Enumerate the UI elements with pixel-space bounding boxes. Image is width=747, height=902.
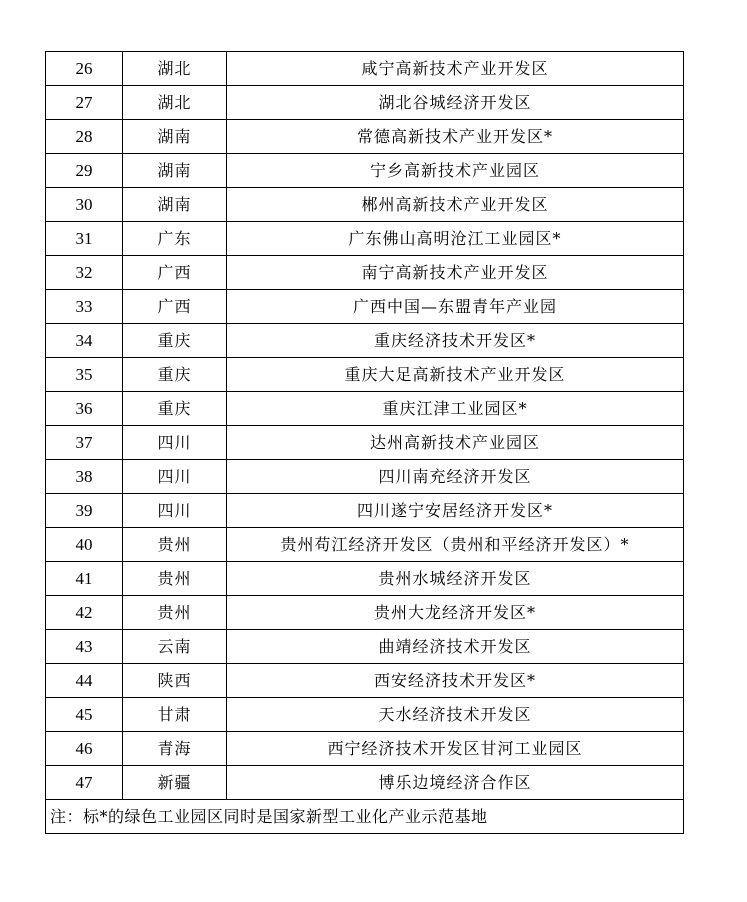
park-name-cell: 西宁经济技术开发区甘河工业园区 <box>227 732 684 766</box>
province-cell: 湖南 <box>123 120 227 154</box>
table-row <box>46 630 684 664</box>
row-number: 42 <box>46 596 123 630</box>
park-name-cell: 咸宁高新技术产业开发区 <box>227 52 684 86</box>
table-row <box>46 426 684 460</box>
province-cell: 湖北 <box>123 52 227 86</box>
table-row <box>46 698 684 732</box>
province-cell: 新疆 <box>123 766 227 800</box>
province-cell: 广东 <box>123 222 227 256</box>
park-name-cell: 湖北谷城经济开发区 <box>227 86 684 120</box>
row-number: 28 <box>46 120 123 154</box>
park-name-cell: 四川遂宁安居经济开发区* <box>227 494 684 528</box>
table-row <box>46 290 684 324</box>
row-number: 47 <box>46 766 123 800</box>
row-number: 33 <box>46 290 123 324</box>
table-row <box>46 52 684 86</box>
row-number: 27 <box>46 86 123 120</box>
table-row <box>46 222 684 256</box>
table-row <box>46 358 684 392</box>
province-cell: 陕西 <box>123 664 227 698</box>
table-row <box>46 766 684 800</box>
row-number: 45 <box>46 698 123 732</box>
table-note: 注：标*的绿色工业园区同时是国家新型工业化产业示范基地 <box>46 800 684 834</box>
industrial-park-table <box>45 51 684 834</box>
province-cell: 贵州 <box>123 562 227 596</box>
province-cell: 四川 <box>123 460 227 494</box>
park-name-cell: 广西中国—东盟青年产业园 <box>227 290 684 324</box>
table-row <box>46 664 684 698</box>
row-number: 44 <box>46 664 123 698</box>
province-cell: 云南 <box>123 630 227 664</box>
row-number: 36 <box>46 392 123 426</box>
province-cell: 甘肃 <box>123 698 227 732</box>
row-number: 29 <box>46 154 123 188</box>
table-body <box>46 52 684 800</box>
park-name-cell: 达州高新技术产业园区 <box>227 426 684 460</box>
province-cell: 贵州 <box>123 528 227 562</box>
table-row <box>46 392 684 426</box>
park-name-cell: 宁乡高新技术产业园区 <box>227 154 684 188</box>
province-cell: 四川 <box>123 494 227 528</box>
row-number: 30 <box>46 188 123 222</box>
park-name-cell: 重庆经济技术开发区* <box>227 324 684 358</box>
province-cell: 贵州 <box>123 596 227 630</box>
row-number: 43 <box>46 630 123 664</box>
province-cell: 重庆 <box>123 392 227 426</box>
park-name-cell: 贵州苟江经济开发区（贵州和平经济开发区）* <box>227 528 684 562</box>
park-name-cell: 重庆江津工业园区* <box>227 392 684 426</box>
table-row <box>46 562 684 596</box>
park-name-cell: 西安经济技术开发区* <box>227 664 684 698</box>
table-row <box>46 528 684 562</box>
province-cell: 广西 <box>123 256 227 290</box>
province-cell: 四川 <box>123 426 227 460</box>
table-row <box>46 732 684 766</box>
park-name-cell: 四川南充经济开发区 <box>227 460 684 494</box>
table-row <box>46 120 684 154</box>
park-name-cell: 贵州水城经济开发区 <box>227 562 684 596</box>
row-number: 39 <box>46 494 123 528</box>
row-number: 37 <box>46 426 123 460</box>
park-name-cell: 南宁高新技术产业开发区 <box>227 256 684 290</box>
province-cell: 湖北 <box>123 86 227 120</box>
row-number: 32 <box>46 256 123 290</box>
province-cell: 重庆 <box>123 324 227 358</box>
park-name-cell: 常德高新技术产业开发区* <box>227 120 684 154</box>
park-name-cell: 重庆大足高新技术产业开发区 <box>227 358 684 392</box>
province-cell: 湖南 <box>123 154 227 188</box>
park-name-cell: 广东佛山高明沧江工业园区* <box>227 222 684 256</box>
row-number: 34 <box>46 324 123 358</box>
table-row <box>46 256 684 290</box>
province-cell: 青海 <box>123 732 227 766</box>
table-row <box>46 460 684 494</box>
province-cell: 重庆 <box>123 358 227 392</box>
table-row <box>46 154 684 188</box>
row-number: 35 <box>46 358 123 392</box>
row-number: 46 <box>46 732 123 766</box>
row-number: 31 <box>46 222 123 256</box>
row-number: 26 <box>46 52 123 86</box>
park-name-cell: 曲靖经济技术开发区 <box>227 630 684 664</box>
province-cell: 广西 <box>123 290 227 324</box>
table-row <box>46 596 684 630</box>
province-cell: 湖南 <box>123 188 227 222</box>
park-name-cell: 贵州大龙经济开发区* <box>227 596 684 630</box>
park-name-cell: 博乐边境经济合作区 <box>227 766 684 800</box>
row-number: 40 <box>46 528 123 562</box>
table-row <box>46 188 684 222</box>
row-number: 38 <box>46 460 123 494</box>
park-name-cell: 天水经济技术开发区 <box>227 698 684 732</box>
park-name-cell: 郴州高新技术产业开发区 <box>227 188 684 222</box>
table-row <box>46 86 684 120</box>
row-number: 41 <box>46 562 123 596</box>
table-row <box>46 324 684 358</box>
table-row <box>46 494 684 528</box>
note-row <box>46 800 684 834</box>
